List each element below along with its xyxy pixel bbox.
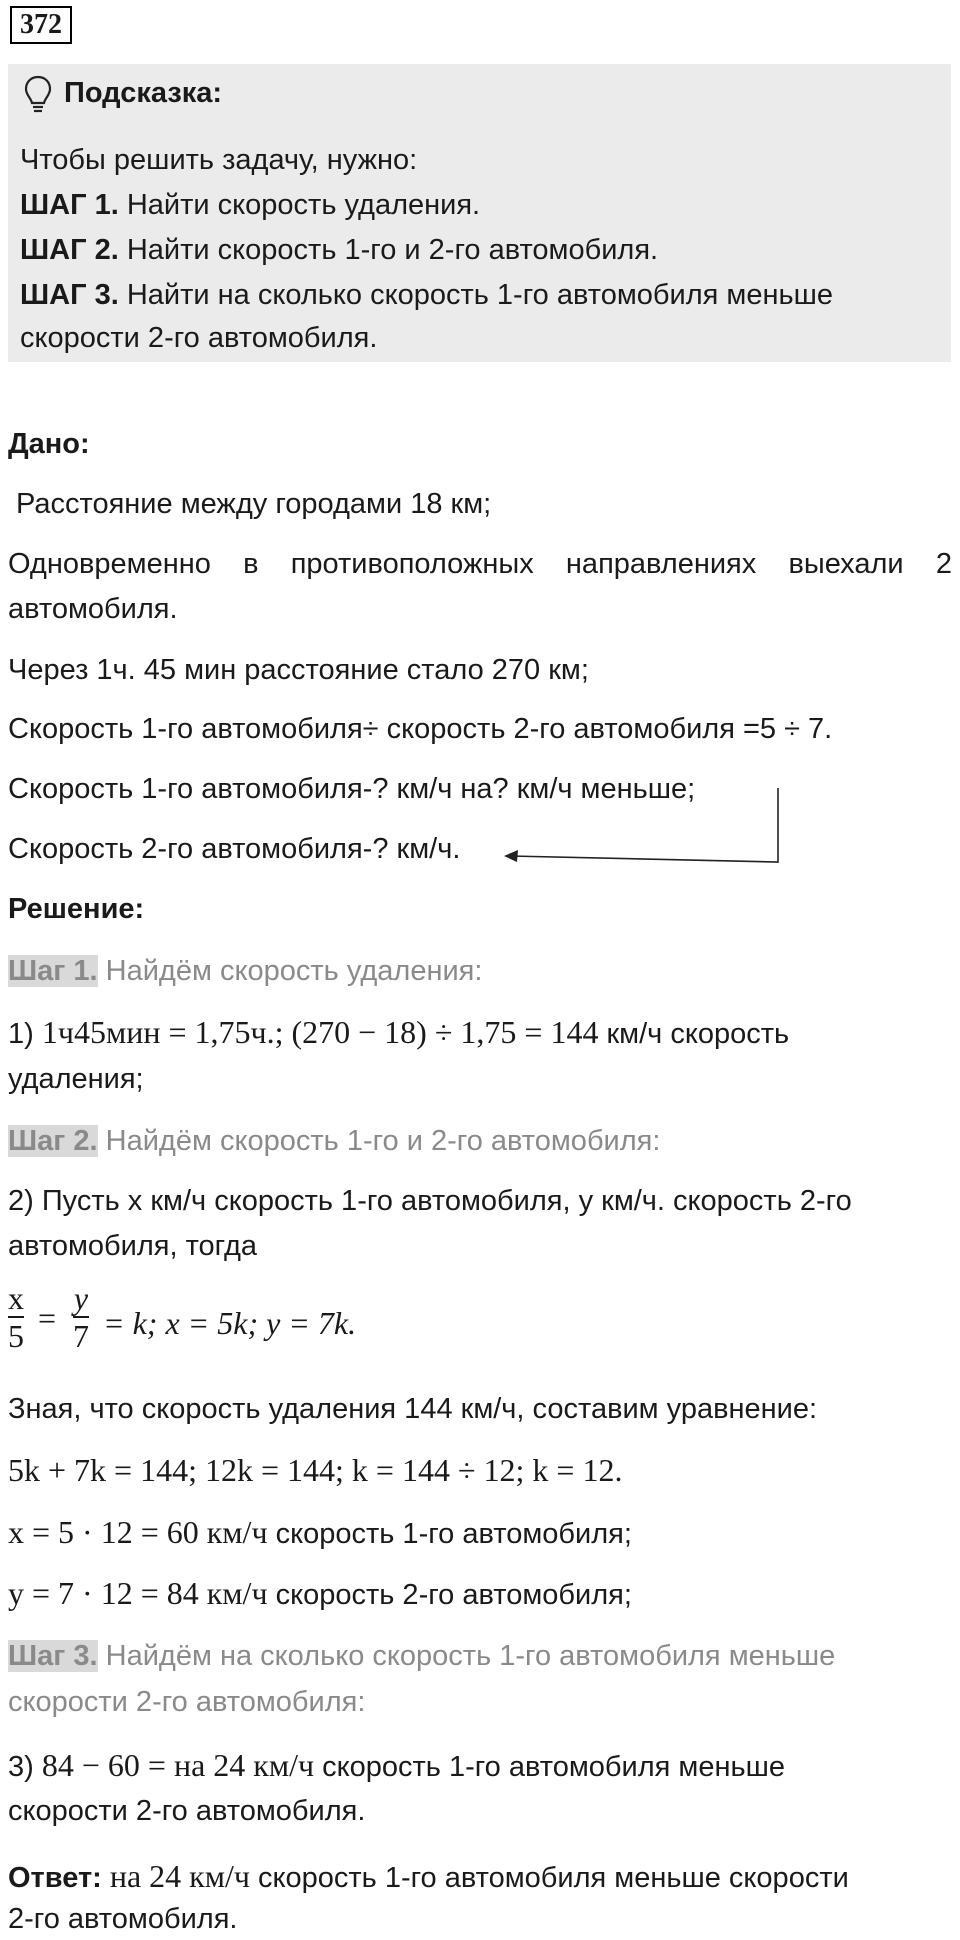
step-1-text: км/ч скорость <box>598 1018 790 1050</box>
step-3-line <box>8 1747 785 1784</box>
answer-line <box>8 1858 849 1895</box>
given-line-2-word: 2 <box>935 548 952 580</box>
step-1-title: Найдём скорость удаления: <box>97 955 483 987</box>
step-2-header <box>8 1125 660 1158</box>
fraction-tail: = k; x = 5k; y = 7k. <box>103 1305 357 1341</box>
given-heading: Дано: <box>8 428 90 460</box>
hint-title: Подсказка: <box>64 77 223 109</box>
step-3-cont: скорости 2-го автомобиля. <box>8 1795 366 1827</box>
step-1-line <box>8 1014 789 1051</box>
step-2-y-text: скорость 2-го автомобиля; <box>267 1579 632 1611</box>
hint-step-3-cont: скорости 2-го автомобиля. <box>20 322 378 354</box>
step-3-label: Шаг 3. <box>8 1640 98 1672</box>
step-3-header <box>8 1640 835 1673</box>
step-2-x-math: x = 5 · 12 = 60 км/ч <box>8 1514 268 1550</box>
step-2-y-math: y = 7 · 12 = 84 км/ч <box>8 1575 268 1611</box>
hint-step-3-text: Найти на сколько скорость 1-го автомобиля меньше <box>118 279 833 311</box>
step-2-line-1: 2) Пусть х км/ч скорость 1-го автомобиля, у км/ч. скорость 2-го <box>8 1185 852 1217</box>
given-line-2-word: в <box>243 548 259 580</box>
hint-step-2-text: Найти скорость 1-го и 2-го автомобиля. <box>118 234 659 266</box>
fraction-x-numerator: x <box>8 1280 24 1316</box>
fraction-x-denominator: 5 <box>8 1318 24 1354</box>
answer-text: скорость 1-го автомобиля меньше скорости <box>249 1862 849 1894</box>
given-line-4: Скорость 1-го автомобиля÷ скорость 2-го автомобиля =5 ÷ 7. <box>8 713 833 745</box>
step-2-x-text: скорость 1-го автомобиля; <box>267 1518 632 1550</box>
hint-step-2-label: ШАГ 2. <box>20 234 119 266</box>
step-2-title: Найдём скорость 1-го и 2-го автомобиля: <box>97 1125 661 1157</box>
hint-step-1-label: ШАГ 1. <box>20 189 119 221</box>
given-line-2-word: Одновременно <box>8 548 211 580</box>
fraction-y-numerator: y <box>73 1280 89 1316</box>
fraction-equals: = <box>38 1300 57 1336</box>
solution-heading: Решение: <box>8 893 145 925</box>
answer-label: Ответ: <box>8 1862 102 1894</box>
step-2-equation: 5k + 7k = 144; 12k = 144; k = 144 ÷ 12; k = 12. <box>8 1452 623 1488</box>
fraction-x-5 <box>8 1280 24 1354</box>
given-line-2-word: выехали <box>788 548 904 580</box>
given-line-2-word: противоположных <box>290 548 534 580</box>
step-2-line-3: Зная, что скорость удаления 144 км/ч, составим уравнение: <box>8 1393 818 1425</box>
task-number: 372 <box>10 6 72 44</box>
step-1-header <box>8 955 482 988</box>
step-1-cont: удаления; <box>8 1063 144 1095</box>
hint-step-1-text: Найти скорость удаления. <box>118 189 481 221</box>
step-2-label: Шаг 2. <box>8 1125 98 1157</box>
step-3-title-cont: скорости 2-го автомобиля: <box>8 1686 366 1718</box>
hint-step-3-label: ШАГ 3. <box>20 279 119 311</box>
step-3-text: скорость 1-го автомобиля меньше <box>314 1751 785 1783</box>
fraction-y-denominator: 7 <box>73 1318 89 1354</box>
step-1-prefix: 1) <box>8 1018 42 1050</box>
step-2-y-line <box>8 1575 632 1612</box>
answer-cont: 2-го автомобиля. <box>8 1903 238 1935</box>
given-line-1: Расстояние между городами 18 км; <box>16 488 492 520</box>
step-3-title: Найдём на сколько скорость 1-го автомобиля меньше <box>97 1640 836 1672</box>
given-line-6: Скорость 2-го автомобиля-? км/ч. <box>8 833 461 865</box>
step-3-math: 84 − 60 = на 24 км/ч <box>41 1747 315 1783</box>
given-line-2-word: направлениях <box>565 548 757 580</box>
step-2-line-2: автомобиля, тогда <box>8 1230 258 1262</box>
given-line-2-cont: автомобиля. <box>8 593 178 625</box>
hint-intro: Чтобы решить задачу, нужно: <box>20 144 418 176</box>
step-2-x-line <box>8 1514 632 1551</box>
step-1-math: 1ч45мин = 1,75ч.; (270 − 18) ÷ 1,75 = 144 <box>41 1014 599 1050</box>
step-3-prefix: 3) <box>8 1751 42 1783</box>
step-1-label: Шаг 1. <box>8 955 98 987</box>
given-line-5: Скорость 1-го автомобиля-? км/ч на? км/ч меньше; <box>8 773 696 805</box>
given-line-3: Через 1ч. 45 мин расстояние стало 270 км; <box>8 654 589 686</box>
fraction-y-7 <box>73 1280 89 1354</box>
answer-math: на 24 км/ч <box>101 1858 250 1894</box>
